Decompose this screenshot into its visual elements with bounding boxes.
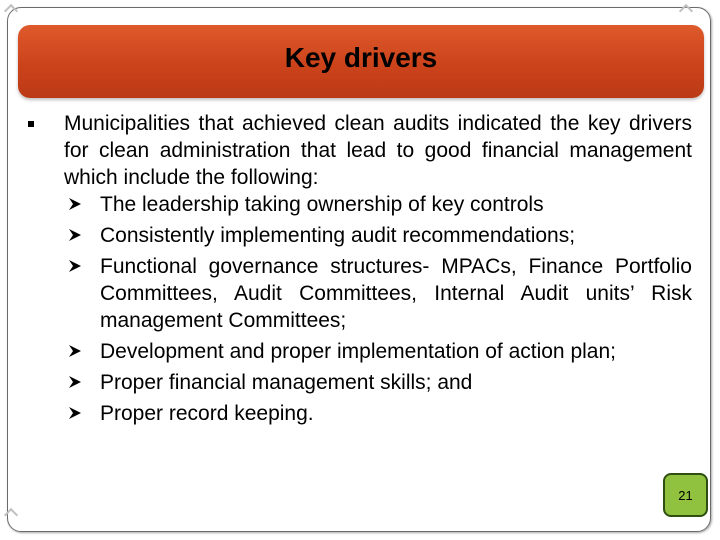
list-item-text: Proper record keeping. bbox=[100, 402, 314, 425]
arrow-bullet-icon bbox=[67, 258, 83, 274]
arrow-bullet-icon bbox=[67, 405, 83, 421]
list-item bbox=[64, 222, 692, 249]
list-item bbox=[64, 400, 692, 427]
list-item bbox=[64, 369, 692, 396]
title-banner bbox=[18, 25, 704, 98]
arrow-bullet-icon bbox=[67, 343, 83, 359]
list-item-text: Development and proper implementation of action plan; bbox=[100, 340, 616, 363]
intro-text: Municipalities that achieved clean audits indicated the key drivers for clean administration that lead to good financial management which include the following: bbox=[64, 112, 692, 189]
arrow-bullet-icon bbox=[67, 227, 83, 243]
list-item-text: Functional governance structures- MPACs, Finance Portfolio Committees, Audit Committees, Internal Audit units’ Risk management Committees; bbox=[100, 255, 692, 332]
list-item-text: Consistently implementing audit recommendations; bbox=[100, 224, 576, 247]
square-bullet-icon bbox=[28, 121, 34, 127]
key-drivers-list bbox=[64, 191, 692, 431]
list-item-text: The leadership taking ownership of key controls bbox=[100, 193, 544, 216]
list-item bbox=[64, 338, 692, 365]
list-item bbox=[64, 253, 692, 334]
list-item bbox=[64, 191, 692, 218]
intro-paragraph bbox=[64, 110, 692, 191]
slide-title: Key drivers bbox=[284, 41, 438, 73]
page-number-badge bbox=[663, 473, 708, 517]
arrow-bullet-icon bbox=[67, 374, 83, 390]
list-item-text: Proper financial management skills; and bbox=[100, 371, 473, 394]
page-number: 21 bbox=[678, 487, 693, 503]
arrow-bullet-icon bbox=[67, 196, 83, 212]
